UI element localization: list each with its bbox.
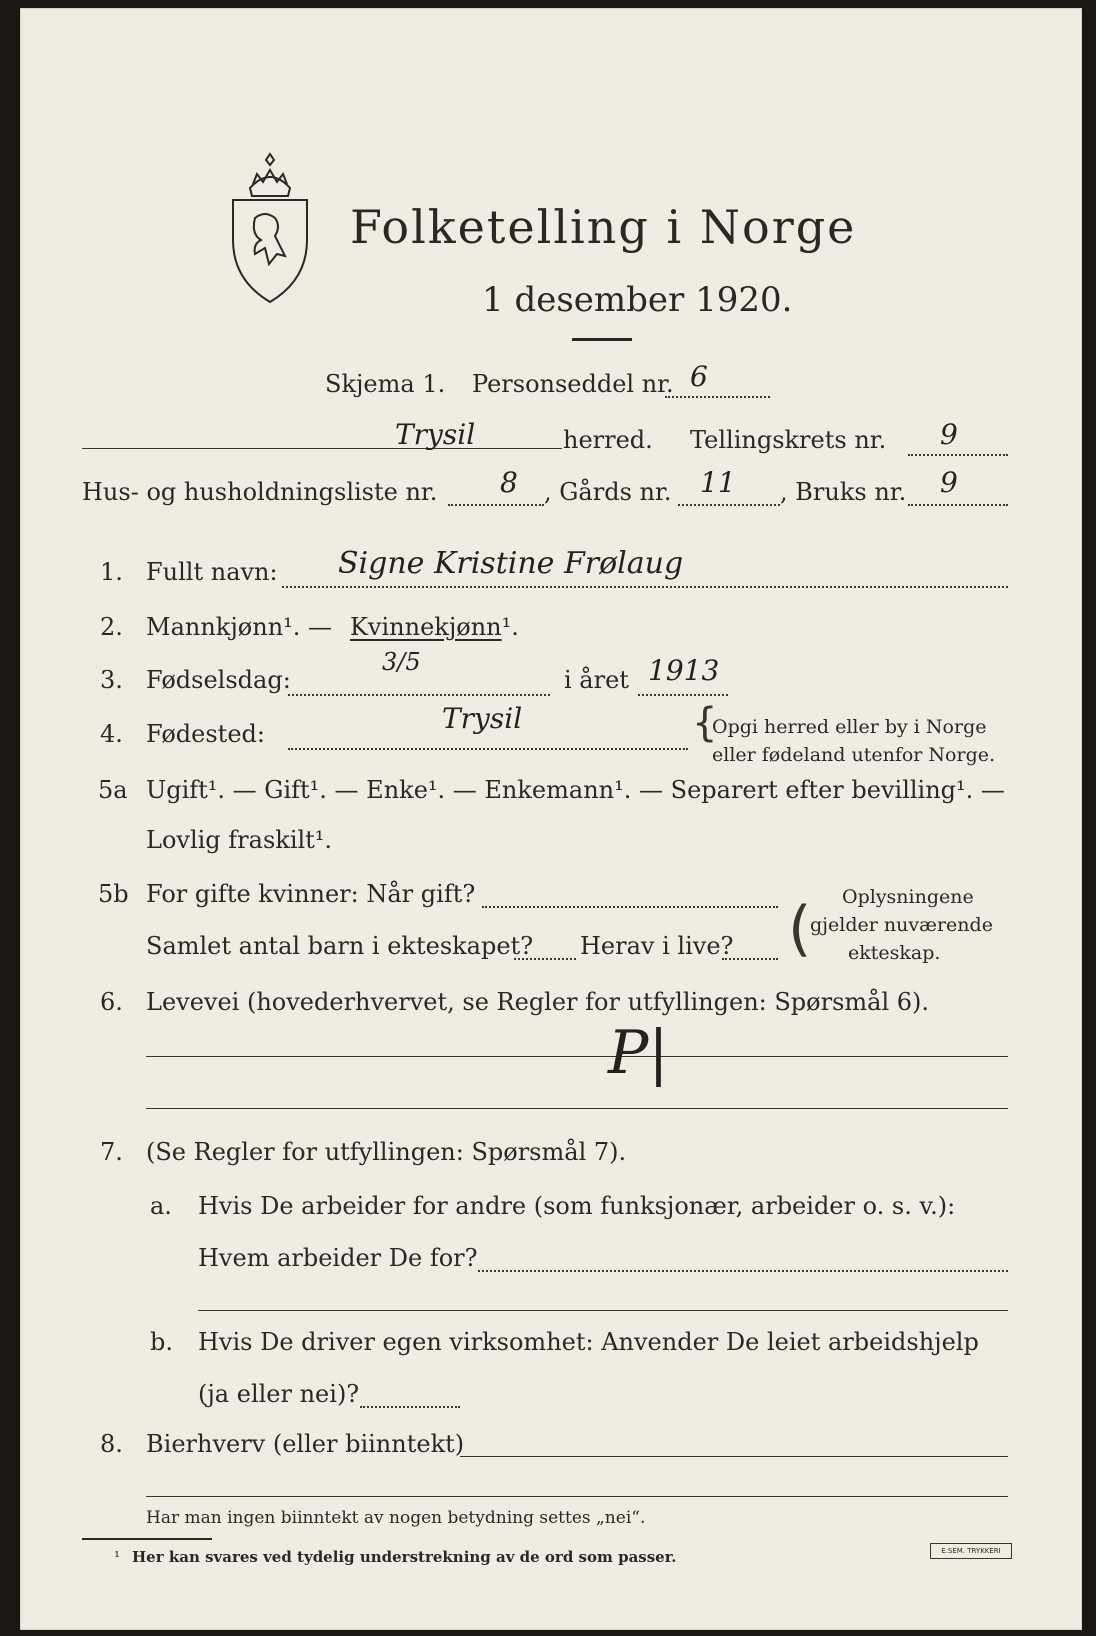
q6-number: 6. <box>100 988 123 1016</box>
gards-label: , Gårds nr. <box>544 478 672 506</box>
q4-note-line2: eller fødeland utenfor Norge. <box>712 744 996 766</box>
q3-label: Fødselsdag: <box>146 666 291 694</box>
kvinnekjonn-option[interactable]: Kvinnekjønn <box>350 613 502 641</box>
q7b-line2: (ja eller nei)? <box>198 1380 360 1408</box>
gards-value[interactable]: 11 <box>700 466 736 499</box>
q2-number: 2. <box>100 613 123 641</box>
coat-of-arms-icon <box>225 148 315 308</box>
bruks-value[interactable]: 9 <box>940 466 958 499</box>
hus-label: Hus- og husholdningsliste nr. <box>82 478 438 506</box>
kvinnekjonn-group <box>350 613 519 641</box>
q7a-line2: Hvem arbeider De for? <box>198 1244 478 1272</box>
mannkjonn-option[interactable]: Mannkjønn¹. — <box>146 613 333 641</box>
birthplace-value[interactable]: Trysil <box>442 702 523 735</box>
q5b-number: 5b <box>98 880 129 908</box>
herred-label: herred. <box>563 426 653 454</box>
q5b-note1: Oplysningene <box>842 886 974 908</box>
q5b-note2: gjelder nuværende <box>810 914 993 936</box>
q8-label: Bierhverv (eller biinntekt) <box>146 1430 465 1458</box>
tellingskrets-value[interactable]: 9 <box>940 418 958 451</box>
q3-number: 3. <box>100 666 123 694</box>
q5b-brace: ( <box>788 894 812 964</box>
q8-number: 8. <box>100 1430 123 1458</box>
printer-stamp: E.SEM. TRYKKERI <box>930 1543 1012 1559</box>
q5b-note3: ekteskap. <box>848 942 941 964</box>
q1-label: Fullt navn: <box>146 558 278 586</box>
marital-status-options[interactable]: Ugift¹. — Gift¹. — Enke¹. — Enkemann¹. — Separert efter bevilling¹. — <box>146 776 1005 804</box>
q7b-line1: Hvis De driver egen virksomhet: Anvender De leiet arbeidshjelp <box>198 1328 979 1356</box>
q6-label: Levevei (hovederhvervet, se Regler for utfyllingen: Spørsmål 6). <box>146 988 930 1016</box>
full-name-value[interactable]: Signe Kristine Frølaug <box>338 546 684 581</box>
bruks-label: , Bruks nr. <box>780 478 907 506</box>
q5b-children-total: Samlet antal barn i ekteskapet? <box>146 932 534 960</box>
q7-label: (Se Regler for utfyllingen: Spørsmål 7). <box>146 1138 627 1166</box>
footnote-text: Her kan svares ved tydelig understrekning av de ord som passer. <box>132 1548 677 1566</box>
q7a-letter: a. <box>150 1192 172 1220</box>
personseddel-label: Personseddel nr. <box>472 370 674 398</box>
footer-note: Har man ingen biinntekt av nogen betydning settes „nei“. <box>146 1508 646 1528</box>
hus-value[interactable]: 8 <box>500 466 518 499</box>
q5b-children-alive: Herav i live? <box>580 932 734 960</box>
q5b-married-when: For gifte kvinner: Når gift? <box>146 880 476 908</box>
title-divider <box>572 338 632 341</box>
q1-number: 1. <box>100 558 123 586</box>
skjema-label: Skjema 1. <box>325 370 446 398</box>
q5a-number: 5a <box>98 776 128 804</box>
q4-brace: { <box>692 700 718 746</box>
tellingskrets-label: Tellingskrets nr. <box>690 426 887 454</box>
year-label: i året <box>564 666 629 694</box>
kvinnekjonn-sup: ¹. <box>501 613 519 641</box>
year-value[interactable]: 1913 <box>648 654 720 687</box>
census-form-page <box>20 8 1082 1630</box>
q4-number: 4. <box>100 720 123 748</box>
occupation-value[interactable]: P| <box>608 1018 669 1088</box>
q4-note-line1: Opgi herred eller by i Norge <box>712 716 987 738</box>
personseddel-value[interactable]: 6 <box>690 360 708 393</box>
footnote-mark: ¹ <box>114 1548 121 1566</box>
birthday-value[interactable]: 3/5 <box>382 648 421 676</box>
q7-number: 7. <box>100 1138 123 1166</box>
form-title: Folketelling i Norge <box>350 200 857 254</box>
footnote-divider <box>82 1538 212 1540</box>
q4-label: Fødested: <box>146 720 265 748</box>
herred-value[interactable]: Trysil <box>395 418 476 451</box>
lovlig-fraskilt-option[interactable]: Lovlig fraskilt¹. <box>146 826 333 854</box>
q7b-letter: b. <box>150 1328 173 1356</box>
form-subtitle: 1 desember 1920. <box>482 280 793 320</box>
q7a-line1: Hvis De arbeider for andre (som funksjonær, arbeider o. s. v.): <box>198 1192 956 1220</box>
